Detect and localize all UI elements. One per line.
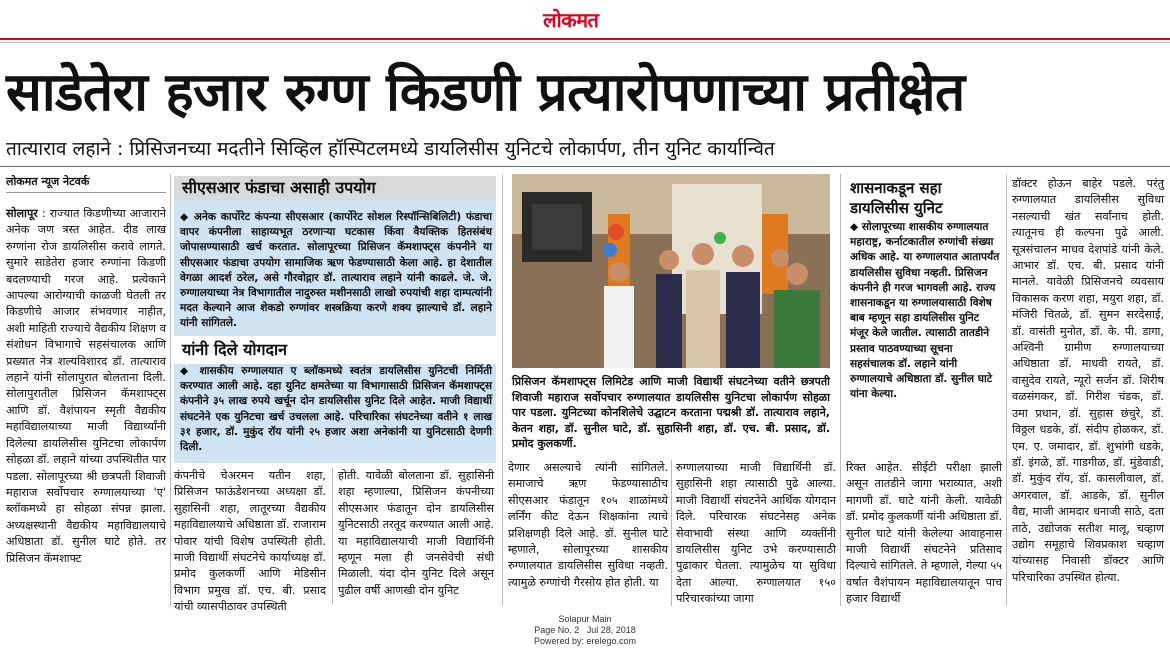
column-divider (170, 174, 171, 606)
column-1-text: : राज्यात किडणीच्या आजाराने अनेक जण त्रस्त आहेत. दीड लाख रुग्णांना रोज डायलिसीस करावे लागते. सुमारे साडेतेरा हजार रुग्णांना किडणी बदलण्याची गरज आहे. प्रत्येकाने आपल्या आरोग्याची काळजी घेतली तर किडणीचे आजार संभवणार नाहीत, अशी माहिती राज्याचे वैद्यकीय शिक्षण व संशोधन विभागाचे सहसंचालक आणि प्रख्यात नेत्र शल्यविशारद डॉ. तात्याराव लहाने यांनी सोलापुरात बोलताना दिली. सोलापुरातील प्रिसिजन कॅमशाफ्ट्स आणि डॉ. वैशंपायन स्मृती वैद्यकीय महाविद्यालयाच्या माजी विद्यार्थ्यांनी दिलेल्या डायलिसीस युनिटचा लोकार्पण सोहळा डॉ. लहाने यांच्या उपस्थितीत पार पडला. सोलापूरच्या श्री छत्रपती शिवाजी महाराज सर्वोपचार रुग्णालयाच्या 'ए' ब्लॉकमध्ये हा सोहळा संपन्न झाला. अध्यक्षस्थानी वैद्यकीय महाविद्यालयाचे अधिष्ठाता डॉ. सुनील घाटे होते. तर प्रिसिजन कॅमशाफ्ट (6, 207, 166, 565)
sidebar-text: ◆ सोलापूरच्या शासकीय रुग्णालयात महाराष्ट्र, कर्नाटकातील रुग्णांची संख्या अधिक आहे. या रुग्णालयात आतापर्यंत डायलिसीस सुविधा नव्हती. प्रिसिजन कंपनीने ही गरज भागवली आहे. राज्य शासनाकडून या रुग्णालयासाठी विशेष बाब म्हणून सहा डायलिसीस युनिट मंजूर केले जातील. त्यासाठी तातडीने प्रस्ताव पाठवण्याच्या सूचना सहसंचालक डॉ. लहाने यांनी रुग्णालयाचे अधिष्ठाता डॉ. सुनील घाटे यांना केल्या. (850, 221, 1000, 401)
article-column-5: रुग्णालयाच्या माजी विद्यार्थिनी डॉ. सुहासिनी शहा त्यासाठी पुढे आल्या. माजी विद्यार्थी संघटनेने आर्थिक योगदान दिले. परिचारक संघटनेसह अनेक सेवाभावी संस्था आणि व्यक्तींनी डायलिसीस युनिट उभे करण्यासाठी पुढाकार घेतला. त्यामुळेच या सुविधा देता आल्या. रुग्णालयात १५० परिचारकांच्या जागा (676, 461, 836, 606)
photo-caption: प्रिसिजन कॅमशाफ्ट्स लिमिटेड आणि माजी विद्यार्थी संघटनेच्या वतीने छत्रपती शिवाजी महाराज सर्वोपचार रुग्णालयात डायलिसीस युनिटचा लोकार्पण सोहळा पार पडला. युनिटच्या कोनशिलेचे उद्घाटन करताना पद्मश्री डॉ. तात्याराव लहाने, केतन शहा, डॉ. सुनील घाटे, डॉ. सुहासिनी शहा, डॉ. एच. बी. प्रसाद, डॉ. प्रमोद कुलकर्णी. (512, 375, 830, 451)
page-footer (0, 614, 1170, 647)
column-divider (332, 468, 333, 604)
article-column-3: होती. यावेळी बोलताना डॉ. सुहासिनी शहा म्हणाल्या, प्रिसिजन कंपनीच्या सीएसआर फंडातून दोन डायलिसीस युनिटसाठी तरतूद करण्यात आली आहे. या महाविद्यालयाची माजी विद्यार्थिनी म्हणून मला ही जनसेवेची संधी मिळाली. यंदा दोन युनिट दिले असून पुढील वर्षी आणखी दोन युनिट (338, 469, 494, 597)
event-photo-illustration (512, 174, 830, 368)
sidebar-heading: शासनाकडून सहा डायलिसीस युनिट (850, 179, 943, 217)
contribution-box-text: ◆ शासकीय रुग्णालयात ए ब्लॉकमध्ये स्वतंत्र डायलिसीस युनिटची निर्मिती करण्यात आली आहे. दहा युनिट क्षमतेच्या या विभागासाठी प्रिसिजन कॅमशाफ्ट्स कंपनीने ३५ लाख रुपये खर्चून दोन डायलिसीस युनिट दिले आहेत. माजी विद्यार्थी संघटनेने एक युनिटचा खर्च उचलला आहे. परिचारिका संघटनेच्या वतीने १ लाख ३१ हजार, डॉ. मुकुंद रॉय यांनी २५ हजार अशा अनेकांनी या युनिटसाठी देणगी दिली. (180, 365, 492, 454)
footer-powered: Powered by: erelego.com (533, 636, 637, 646)
column-divider (1006, 174, 1007, 606)
article-column-7: डॉक्टर होऊन बाहेर पडले. परंतु रुग्णालयात डायलिसीस सुविधा नसल्याची खंत सर्वांनाच होती. त्यातूनच ही कल्पना पुढे आली. सूत्रसंचालन माधव देशपांडे यांनी केले. आभार डॉ. एच. बी. प्रसाद यांनी मानले. यावेळी प्रिसिजनचे व्यवसाय विकासक करण शहा, मयुरा शहा, डॉ. मंजिरी चितळे, डॉ. सुमन सरदेसाई, डॉ. वासंती मुनोत, डॉ. के. पी. डागा, अश्विनी ग्रामीण रुग्णालयाच्या अधिष्ठाता डॉ. माधवी रायते, डॉ. वासुदेव रायते, न्यूरो सर्जन डॉ. शिरीष वळसंगकर, डॉ. गिरीश चंडक, डॉ. उमा प्रधान, डॉ. सुहास छंचुरे, डॉ. विठ्ठल धडके, डॉ. संदीप होळकर, डॉ. एम. ए. जमादार, डॉ. शुभांगी धडके, डॉ. इंगळे, डॉ. गाडगीळ, डॉ. मुंडेवाडी, डॉ. मुकुंद रॉय, डॉ. कासलीवाल, डॉ. अगरवाल, डॉ. आडके, डॉ. सुनील वैद्य, माजी आमदार धनाजी साठे, दता ताठे, उद्योजक सतीश मालू, चव्हाण उद्योग समूहाचे शिवप्रकाश चव्हाण यांच्यासह निवासी डॉक्टर आणि परिचारिका उपस्थित होत्या. (1012, 177, 1164, 584)
event-photo (512, 174, 830, 368)
csr-box-text: ◆ अनेक कार्पोरेट कंपन्या सीएसआर (कार्पोरेट सोशल रिस्पॉन्सिबिलिटी) फंडाचा वापर कंपनीला साहाय्यभूत ठरणाऱ्या घटकास किंवा वैयक्तिक हितसंबंध जोपासण्यासाठी खर्च करतात. सोलापूरच्या प्रिसिजन कॅमशाफ्ट्स कंपनीने या सीएसआर फंडाचा उपयोग सामाजिक ऋण फेडण्यासाठी केला आहे. हा देशातील वेगळा आदर्श ठरेल, असे गौरवोद्गार डॉ. तात्याराव लहाने यांनी काढले. जे. जे. रुग्णालयाच्या नेत्र विभागातील नादुरुस्त मशीनसाठी लाखो रुपयांची शहा दाम्पत्यांनी मदत केल्याने आज शेकडो रुग्णांवर शस्त्रक्रिया करणे शक्य झाल्याचे डॉ. लहाने यांनी सांगितले. (180, 211, 492, 330)
footer-edition: Solapur Main (558, 614, 612, 624)
lokmat-logo: लोकमत (543, 8, 599, 32)
article-column-6: रिक्त आहेत. सीईटी परीक्षा झाली असून तातडीने जागा भराव्यात, अशी मागणी डॉ. घाटे यांनी केली. यावेळी डॉ. प्रमोद कुलकर्णी यांनी अधिष्ठाता डॉ. सुनील घाटे यांनी केलेल्या आवाहनास माजी विद्यार्थी संघटनेने प्रतिसाद दिल्याचे सांगितले. ते म्हणाले, गेल्या ५५ वर्षात वैशंपायन महाविद्यालयातून पाच हजार विद्यार्थी (846, 461, 1002, 606)
subhead-divider (0, 166, 1170, 167)
contribution-box-heading: यांनी दिले योगदान (174, 336, 496, 364)
column-divider (671, 460, 672, 606)
footer-page-date (0, 625, 1170, 636)
footer-date: Jul 28, 2018 (586, 625, 636, 635)
article-column-2: कंपनीचे चेअरमन यतीन शहा, प्रिसिजन फाऊंडेशनच्या अध्यक्षा डॉ. सुहासिनी शहा, लातूरच्या वैद्यकीय महाविद्यालयाचे अधिष्ठाता डॉ. राजाराम पोवार यांची विशेष उपस्थिती होती. माजी विद्यार्थी संघटनेचे कार्याध्यक्ष डॉ. प्रमोद कुलकर्णी आणि मेडिसीन विभाग प्रमुख डॉ. एच. बी. प्रसाद यांची व्यासपीठावर उपस्थिती (174, 469, 326, 614)
subhead: तात्याराव लहाने : प्रिसिजनच्या मदतीने सिव्हिल हॉस्पिटलमध्ये डायलिसीस युनिटचे लोकार्पण, तीन युनिट कार्यान्वित (6, 138, 775, 160)
column-divider (840, 174, 841, 606)
masthead (0, 0, 1170, 40)
headline: साडेतेरा हजार रुग्ण किडणी प्रत्यारोपणाच्या प्रतीक्षेत (6, 62, 965, 123)
column-divider (502, 174, 503, 606)
byline: लोकमत न्यूज नेटवर्क (6, 175, 90, 188)
article-column-4: देणार असल्याचे त्यांनी सांगितले. समाजाचे ऋण फेडण्यासाठीच सीएसआर फंडातून १०५ शाळांमध्ये लर्निंग कीट देऊन शिक्षकांना त्याचे प्रशिक्षणही दिले आहे. डॉ. सुनील घाटे म्हणाले, सोलापूरच्या शासकीय रुग्णालयात डायलिसीस सुविधा नव्हती. त्यामुळे रुग्णांची गैरसोय होत होती. या (508, 461, 668, 589)
byline-divider (6, 192, 166, 193)
top-rule (0, 42, 1170, 43)
footer-page: Page No. 2 (534, 625, 580, 635)
csr-box-heading: सीएसआर फंडाचा असाही उपयोग (174, 176, 496, 200)
dateline: सोलापूर (6, 207, 38, 220)
article-column-1 (6, 206, 166, 606)
